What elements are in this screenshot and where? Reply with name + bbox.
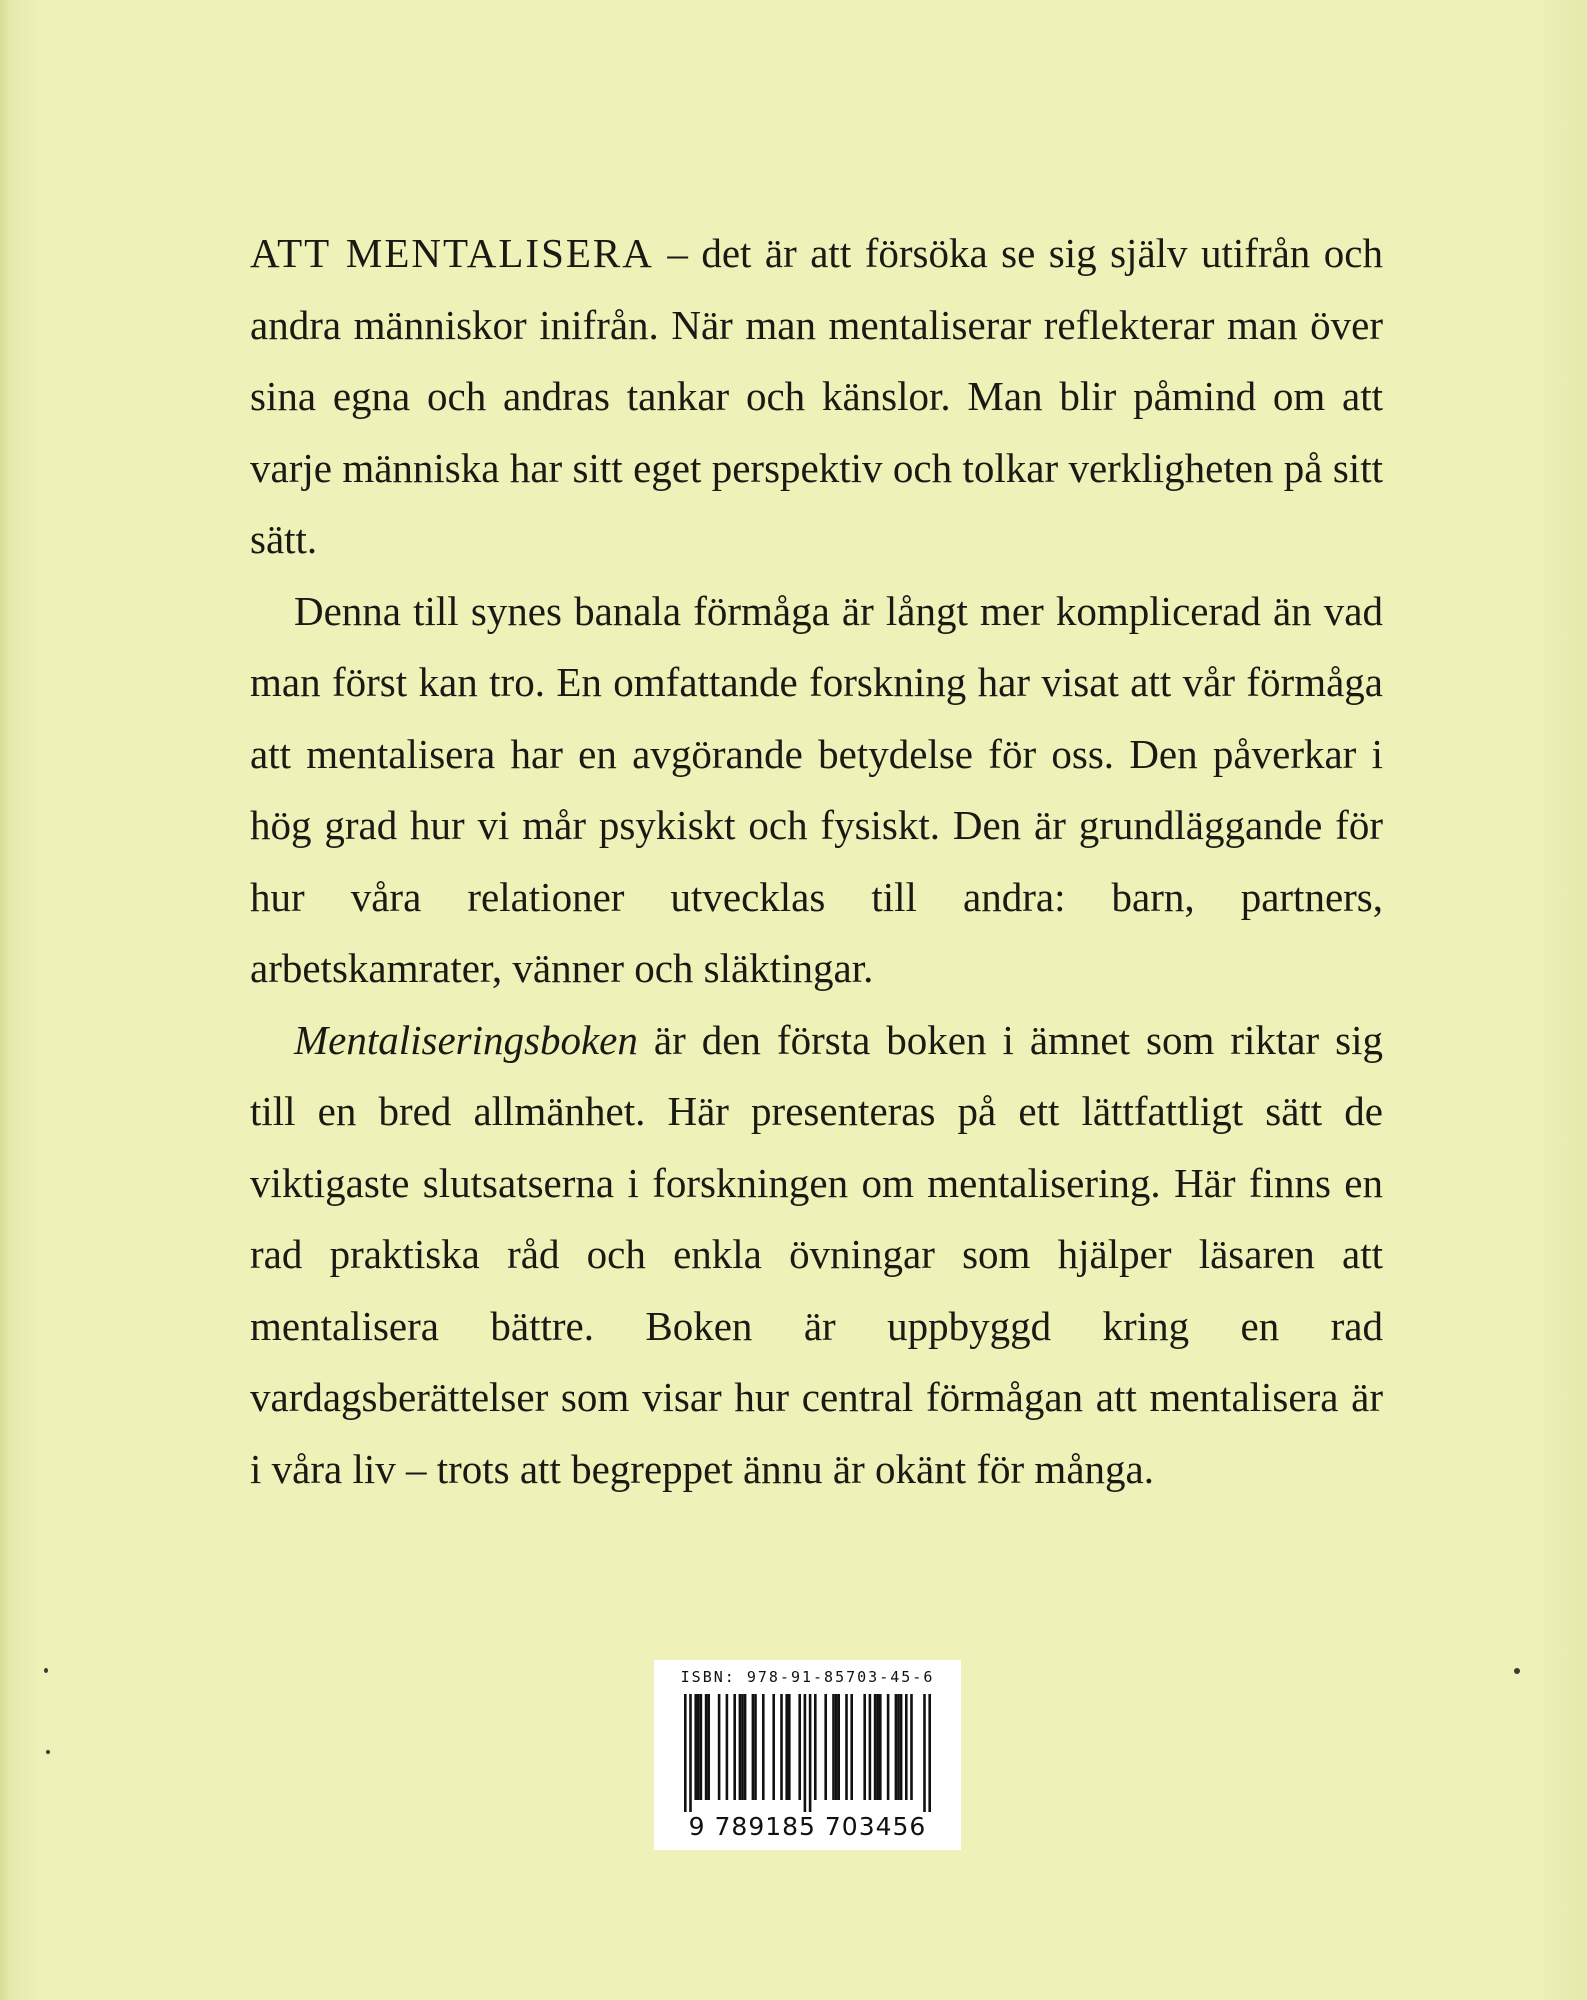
barcode-bar xyxy=(772,1694,775,1800)
barcode-bar xyxy=(835,1694,838,1800)
blurb-lead-words: ATT MENTALISERA xyxy=(250,230,654,276)
barcode-bar xyxy=(785,1694,788,1800)
barcode-bar xyxy=(705,1694,708,1800)
print-speck xyxy=(1514,1668,1520,1674)
blurb-paragraph-3-text: är den första boken i ämnet som riktar sig till en bred allmänhet. Här presenteras på ett lättfattligt sätt de viktigaste slutsatserna i forskningen om mentalisering. Här finns en rad praktiska råd och enkla övningar som hjälper läsaren att mentalisera bättre. Boken är uppbyggd kring en rad vardagsberättelser som visar hur central förmågan att mentalisera är i våra liv – trots att begreppet ännu är okänt för många. xyxy=(250,1016,1383,1492)
barcode-bar xyxy=(697,1694,700,1800)
barcode-bar xyxy=(700,1694,703,1800)
blurb-paragraph-3 xyxy=(250,1005,1383,1506)
barcode-bar xyxy=(887,1694,890,1800)
barcode-bar xyxy=(741,1694,744,1800)
ean-digits: 9 789185 703456 xyxy=(688,1812,927,1841)
isbn-barcode-label xyxy=(654,1660,961,1850)
barcode-bar xyxy=(895,1694,898,1800)
barcode-bar xyxy=(762,1694,765,1800)
barcode-bar xyxy=(718,1694,721,1800)
barcode-bar xyxy=(804,1694,807,1812)
barcode-bar xyxy=(850,1694,853,1800)
barcode-bar xyxy=(707,1694,710,1800)
barcode-bar xyxy=(923,1694,926,1812)
barcode-bar xyxy=(863,1694,866,1800)
barcode-bar xyxy=(684,1694,687,1812)
barcode-bar xyxy=(837,1694,840,1800)
barcode-bar xyxy=(874,1694,877,1800)
print-speck xyxy=(44,1668,48,1673)
barcode-bar xyxy=(798,1694,801,1800)
ean13-barcode xyxy=(660,1694,955,1812)
barcode-bar xyxy=(824,1694,827,1800)
barcode-bar xyxy=(832,1694,835,1800)
barcode-bar xyxy=(928,1694,931,1812)
barcode-bar xyxy=(809,1694,812,1812)
barcode-bar xyxy=(876,1694,879,1800)
barcode-bar xyxy=(845,1694,848,1800)
barcode-bar xyxy=(689,1694,692,1812)
blurb-paragraph-2: Denna till synes banala förmåga är långt mer komplicerad än vad man först kan tro. En omfattande forskning har visat att vår förmåga att mentalisera har en avgörande betydelse för oss. Den påverkar i hög grad hur vi mår psykiskt och fysiskt. Den är grundläggande för hur våra relationer utvecklas till andra: barn, partners, arbetskamrater, vänner och släktingar. xyxy=(250,587,1383,991)
back-cover-blurb xyxy=(250,218,1383,1505)
barcode-bar xyxy=(869,1694,872,1800)
cover-edge-shadow xyxy=(0,0,10,2000)
barcode-bar xyxy=(726,1694,729,1800)
blurb-paragraph-1-text: – det är att försöka se sig själv utifrån och andra människor inifrån. När man mentaliserar reflekterar man över sina egna och andras tankar och känslor. Man blir påmind om att varje människa har sitt eget perspektiv och tolkar verkligheten på sitt sätt. xyxy=(250,230,1383,562)
print-speck xyxy=(46,1750,50,1754)
barcode-bar xyxy=(900,1694,903,1800)
barcode-bar xyxy=(694,1694,697,1800)
barcode-bar xyxy=(733,1694,736,1800)
barcode-bar xyxy=(739,1694,742,1800)
blurb-paragraph-1 xyxy=(250,218,1383,576)
barcode-bar xyxy=(814,1694,817,1800)
isbn-number: ISBN: 978-91-85703-45-6 xyxy=(680,1668,935,1686)
barcode-bar xyxy=(752,1694,755,1800)
barcode-bar xyxy=(897,1694,900,1800)
barcode-bar xyxy=(780,1694,783,1800)
barcode-bar xyxy=(905,1694,908,1800)
barcode-bar xyxy=(879,1694,882,1800)
barcode-bar xyxy=(788,1694,791,1800)
barcode-bar xyxy=(744,1694,747,1800)
barcode-bar xyxy=(910,1694,913,1800)
barcode-bar xyxy=(754,1694,757,1800)
book-title-italic: Mentaliseringsboken xyxy=(294,1016,638,1063)
